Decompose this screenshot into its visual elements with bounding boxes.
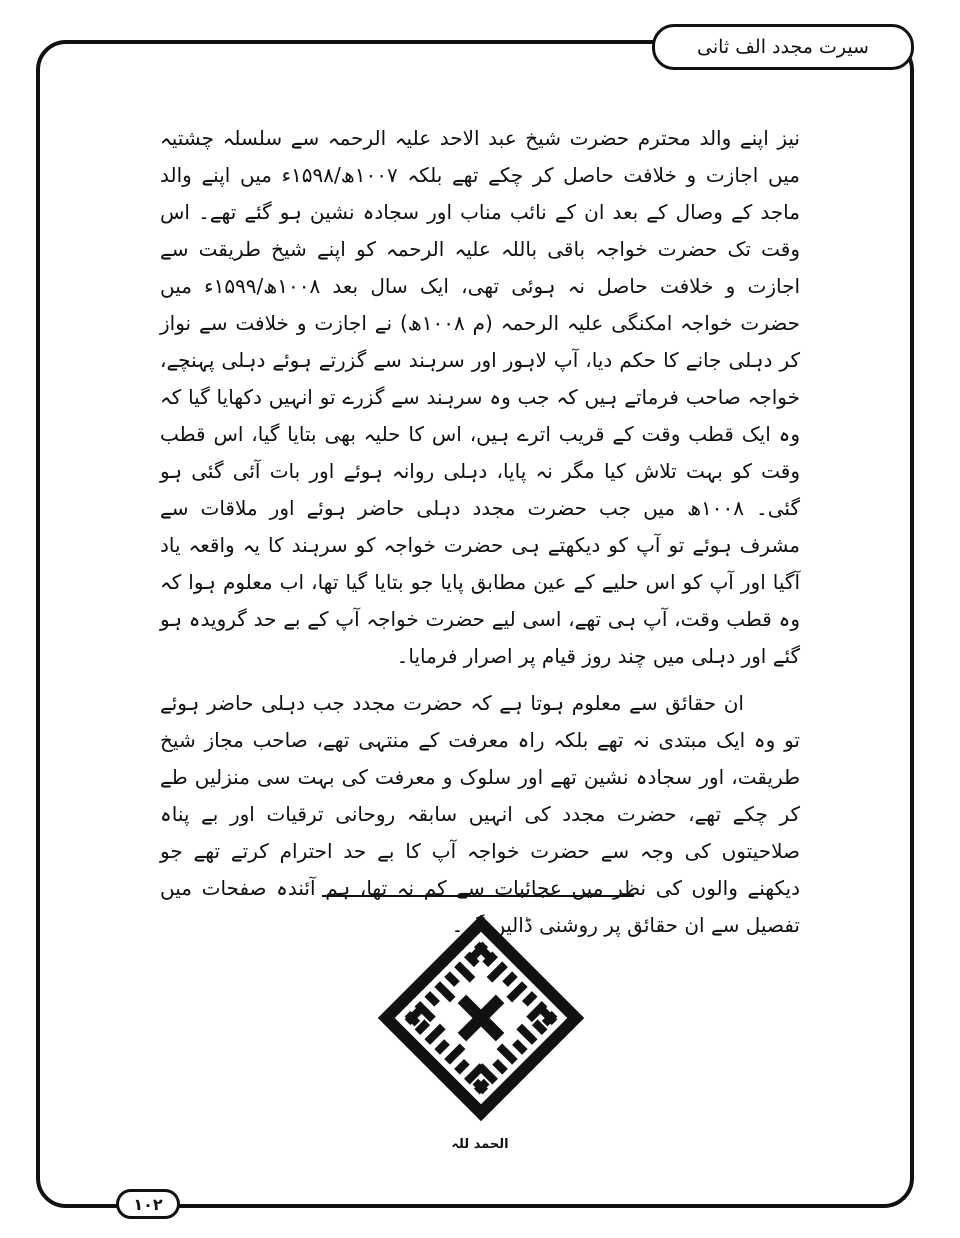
page-number: ۱۰۲ (133, 1194, 163, 1214)
calligraphy-caption: الحمد للہ (451, 1137, 509, 1152)
book-title: سیرت مجدد الف ثانی (697, 36, 869, 58)
running-header-tab (652, 24, 914, 70)
main-text-block (160, 120, 800, 944)
separator-rule (322, 895, 634, 897)
square-kufic-calligraphy (368, 905, 594, 1131)
page-number-tab (116, 1189, 180, 1219)
paragraph-2: ان حقائق سے معلوم ہوتا ہے کہ حضرت مجدد جب دہلی حاضر ہوئے تو وہ ایک مبتدی نہ تھے بلکہ راہ معرفت کے منتہی تھے، صاحب مجاز شیخ طریقت، اور سجادہ نشین تھے اور سلوک و معرفت کی بہت سی منزلیں طے کر چکے تھے، حضرت مجدد کی انہیں سابقہ روحانی ترقیات اور بے پناہ صلاحیتوں کی وجہ سے حضرت خواجہ آپ کا بے حد احترام کرتے تھے جو دیکھنے والوں کی نظر میں عجائبات سے کم نہ تھا، ہم آئندہ صفحات میں تفصیل سے ان حقائق پر روشنی ڈالیں گے۔ (160, 691, 800, 937)
paragraph-1: نیز اپنے والد محترم حضرت شیخ عبد الاحد علیہ الرحمہ سے سلسلہ چشتیہ میں اجازت و خلافت حاصل کر چکے تھے بلکہ ۱۰۰۷ھ/۱۵۹۸ء میں اپنے والد ماجد کے وصال کے بعد ان کے نائب مناب اور سجادہ نشین ہو گئے تھے۔ اس وقت تک حضرت خواجہ باقی باللہ علیہ الرحمہ کو اپنے شیخ طریقت سے اجازت و خلافت حاصل نہ ہوئی تھی، ایک سال بعد ۱۰۰۸ھ/۱۵۹۹ء میں حضرت خواجہ امکنگی علیہ الرحمہ (م ۱۰۰۸ھ) نے اجازت و خلافت سے نواز کر دہلی جانے کا حکم دیا، آپ لاہور اور سرہند سے گزرتے ہوئے دہلی پہنچے، خواجہ صاحب فرماتے ہیں کہ جب وہ سرہند سے گزرے تو انہیں دکھایا گیا کہ وہ ایک قطب وقت کے قریب اترے ہیں، اس کا حلیہ بھی بتایا گیا، اس قطب وقت کو بہت تلاش کیا مگر نہ پایا، دہلی روانہ ہوئے اور بات آئی گئی ہو گئی۔ ۱۰۰۸ھ میں جب حضرت مجدد دہلی حاضر ہوئے اور ملاقات سے مشرف ہوئے تو آپ کو دیکھتے ہی حضرت خواجہ کو سرہند کا یہ واقعہ یاد آگیا اور آپ کو اس حلیے کے عین مطابق پایا جو بتایا گیا تھا، اب معلوم ہوا کہ وہ قطب وقت، آپ ہی تھے، اسی لیے حضرت خواجہ آپ کے بے حد گرویدہ ہو گئے اور دہلی میں چند روز قیام پر اصرار فرمایا۔ (160, 126, 801, 668)
